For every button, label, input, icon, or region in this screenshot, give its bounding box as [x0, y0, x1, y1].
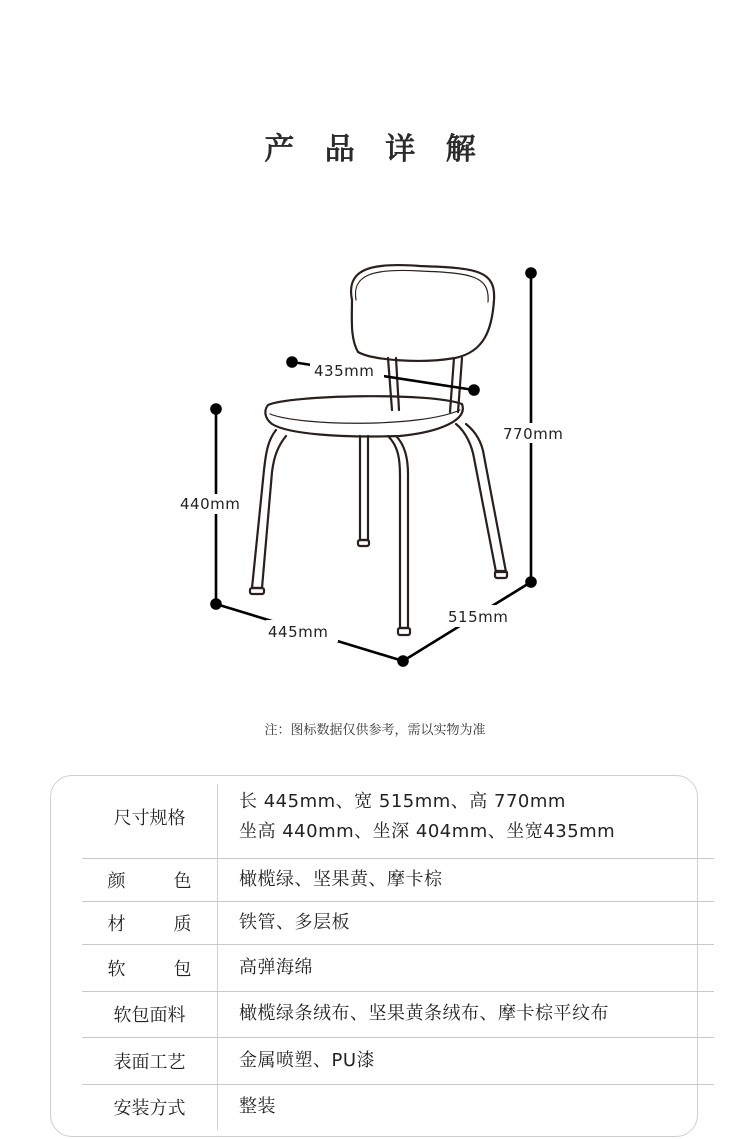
spec-value [239, 1084, 714, 1130]
leg-back-left [360, 436, 368, 540]
spec-row-size [82, 776, 714, 859]
backrest [351, 265, 494, 361]
spec-value [239, 858, 714, 901]
spec-row-fabric [82, 991, 714, 1038]
spec-value [239, 901, 714, 944]
width-label: 445mm [268, 623, 329, 641]
spec-value-line: 橄榄绿条绒布、坚果黄条绒布、摩卡棕平纹布 [239, 1003, 609, 1024]
chair-drawing [250, 265, 507, 635]
spec-row-color [82, 858, 714, 902]
spec-value-line: 坐高 440mm、坐深 404mm、坐宽435mm [239, 821, 616, 842]
spec-value-line: 长 445mm、宽 515mm、高 770mm [239, 791, 566, 812]
seat-height-label: 440mm [180, 495, 241, 513]
leg-front-right [388, 436, 408, 628]
spec-value-line: 金属喷塑、PU漆 [239, 1049, 376, 1071]
spec-label: 材质 [107, 913, 192, 935]
disclaimer-note: 注：图标数据仅供参考，需以实物为准 [264, 723, 486, 738]
spec-value [239, 991, 714, 1037]
depth-label: 515mm [448, 608, 509, 626]
spec-label: 尺寸规格 [113, 808, 186, 829]
spec-value-line: 铁管、多层板 [239, 911, 350, 933]
spec-row-material [82, 901, 714, 945]
spec-table [50, 775, 698, 1137]
spec-value [239, 944, 714, 991]
total-height-label: 770mm [503, 425, 564, 443]
leg-front-left [252, 430, 286, 588]
spec-value-line: 整装 [239, 1096, 276, 1117]
spec-row-finish [82, 1037, 714, 1085]
seat [265, 396, 462, 436]
page-title: 产 品 详 解 [264, 132, 486, 167]
spec-row-install [82, 1084, 714, 1130]
spec-value-line: 橄榄绿、坚果黄、摩卡棕 [239, 868, 443, 890]
spec-label: 颜色 [107, 870, 192, 892]
spec-row-padding [82, 944, 714, 992]
spec-value [239, 1037, 714, 1084]
back-support [388, 358, 462, 412]
seat-width-label: 435mm [314, 362, 375, 380]
leg-back-right [456, 424, 506, 572]
spec-label: 安装方式 [113, 1098, 186, 1119]
spec-value [239, 776, 714, 858]
spec-label: 软包面料 [113, 1005, 186, 1026]
spec-value-line: 高弹海绵 [239, 956, 313, 978]
spec-label: 软包 [107, 958, 192, 980]
chair-dimension-diagram [0, 240, 750, 680]
spec-label: 表面工艺 [113, 1051, 186, 1073]
